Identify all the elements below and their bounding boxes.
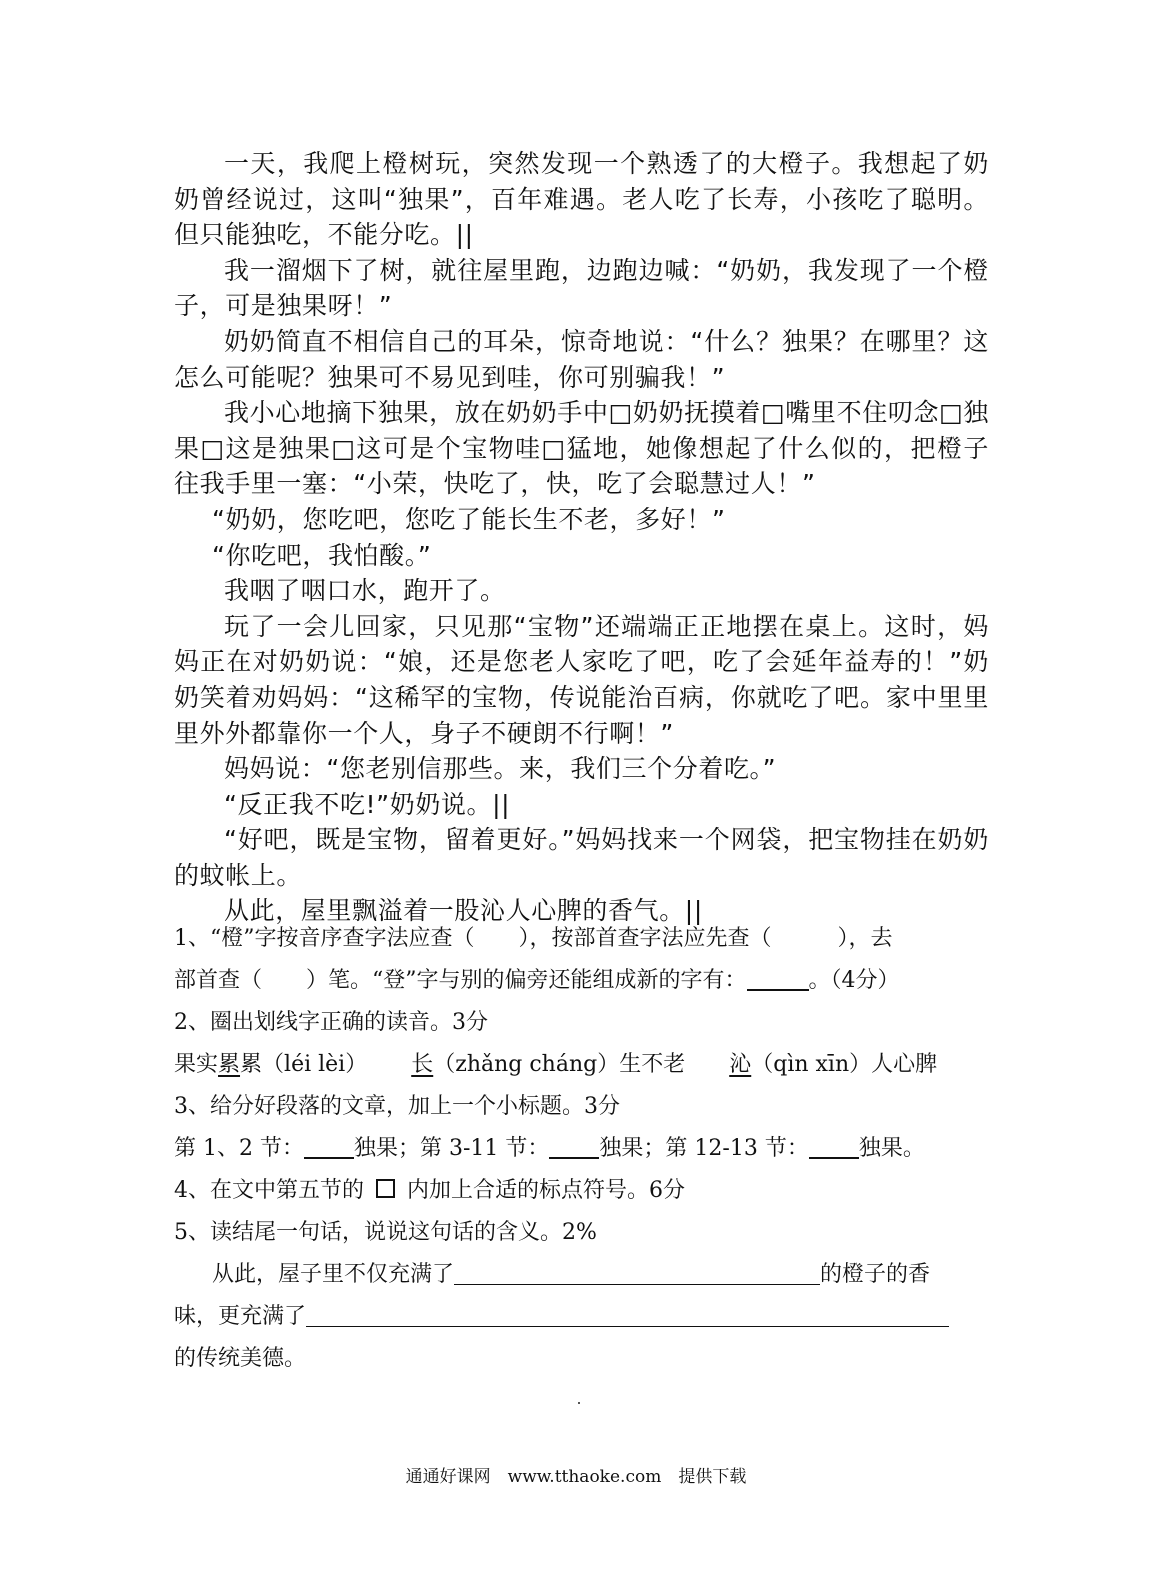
question-5: 5、读结尾一句话，说说这句话的含义。2% [174, 1220, 597, 1245]
question-1-line-1: 1、“橙”字按音序查字法应查（ ），按部首查字法应先查（ ），去 [174, 926, 893, 951]
question-5-answer-line-1 [174, 1254, 989, 1296]
paragraph-6: “你吃吧，我怕酸。” [212, 540, 432, 570]
speck [578, 1402, 580, 1404]
paragraph-4: 我小心地摘下独果，放在奶奶手中□奶奶抚摸着□嘴里不住叨念□独果□这是独果□这可是个宝物哇□猛地，她像想起了什么似的，把橙子往我手里一塞：“小荣，快吃了，快，吃了会聪慧过人！” [174, 398, 989, 499]
question-5-answer-line-2 [174, 1296, 989, 1338]
q2-item-3-pinyin: （qìn xīn）人心脾 [751, 1052, 938, 1077]
q4-text-post: 内加上合适的标点符号。6分 [407, 1178, 685, 1203]
answer-blank[interactable] [747, 963, 809, 991]
paragraph-12: 从此，屋里飘溢着一股沁人心脾的香气。|| [224, 896, 703, 926]
paragraph-8: 玩了一会儿回家，只见那“宝物”还端端正正地摆在桌上。这时，妈妈正在对奶奶说：“娘，还是您老人家吃了吧，吃了会延年益寿的！”奶奶笑着劝妈妈：“这稀罕的宝物，传说能治百病，你就吃了吧。家中里里里外外都靠你一个人，身子不硬朗不行啊！” [174, 611, 989, 748]
q4-text-pre: 4、在文中第五节的 [174, 1178, 364, 1203]
answer-blank[interactable] [306, 1304, 949, 1327]
paragraph-1: 一天，我爬上橙树玩，突然发现一个熟透了的大橙子。我想起了奶奶曾经说过，这叫“独果”，百年难遇。老人吃了长寿，小孩吃了聪明。但只能独吃，不能分吃。|| [174, 149, 989, 250]
answer-blank[interactable] [809, 1131, 859, 1159]
q2-item-3-underlined: 沁 [729, 1052, 752, 1077]
q5-text-2: 的橙子的香 [820, 1262, 931, 1287]
q3-part-4: 独果。 [858, 1136, 925, 1161]
empty-box-symbol [376, 1179, 395, 1198]
q3-part-2: 独果；第 3-11 节： [353, 1136, 550, 1161]
question-2-items [174, 1044, 989, 1086]
questions-section [174, 918, 989, 1380]
q3-part-1: 第 1、2 节： [174, 1136, 304, 1161]
paragraph-7: 我咽了咽口水，跑开了。 [224, 576, 506, 606]
question-4 [174, 1170, 989, 1212]
q5-text-1: 从此，屋子里不仅充满了 [212, 1262, 455, 1287]
paragraph-10: “反正我不吃!”奶奶说。|| [224, 789, 511, 819]
reading-passage [174, 146, 989, 929]
paragraph-2: 我一溜烟下了树，就往屋里跑，边跑边喊：“奶奶，我发现了一个橙子，可是独果呀！” [174, 255, 989, 321]
footer-credit: 通通好课网 www.tthaoke.com 提供下载 [405, 1467, 747, 1487]
answer-blank[interactable] [304, 1131, 354, 1159]
paragraph-11: “好吧，既是宝物，留着更好。”妈妈找来一个网袋，把宝物挂在奶奶的蚊帐上。 [174, 825, 989, 890]
q5-text-3: 味，更充满了 [174, 1304, 307, 1329]
q3-part-3: 独果；第 12-13 节： [599, 1136, 809, 1161]
question-3: 3、给分好段落的文章，加上一个小标题。3分 [174, 1094, 620, 1119]
question-1-line-2 [174, 960, 989, 1002]
question-1-text: 部首查（ ）笔。“登”字与别的偏旁还能组成新的字有： [174, 968, 747, 993]
paragraph-3: 奶奶简直不相信自己的耳朵，惊奇地说：“什么？独果？在哪里？这怎么可能呢？独果可不易见到哇，你可别骗我！” [174, 326, 989, 392]
answer-blank[interactable] [549, 1131, 599, 1159]
answer-blank[interactable] [454, 1262, 820, 1285]
question-5-answer-line-3: 的传统美德。 [174, 1346, 307, 1371]
question-3-blanks [174, 1128, 989, 1170]
question-1-score: 。（4分） [808, 968, 900, 993]
q2-item-2-underlined: 长 [411, 1052, 434, 1077]
question-2: 2、圈出划线字正确的读音。3分 [174, 1010, 488, 1035]
q2-item-1-pinyin: 累（léi lèi） [240, 1052, 368, 1077]
q2-item-1-prefix: 果实 [174, 1052, 219, 1077]
paragraph-5: “奶奶，您吃吧，您吃了能长生不老，多好！” [212, 504, 726, 534]
paragraph-9: 妈妈说：“您老别信那些。来，我们三个分着吃。” [224, 754, 777, 784]
q2-item-2-pinyin: （zhǎng cháng）生不老 [433, 1052, 686, 1077]
q2-item-1-underlined: 累 [218, 1052, 241, 1077]
